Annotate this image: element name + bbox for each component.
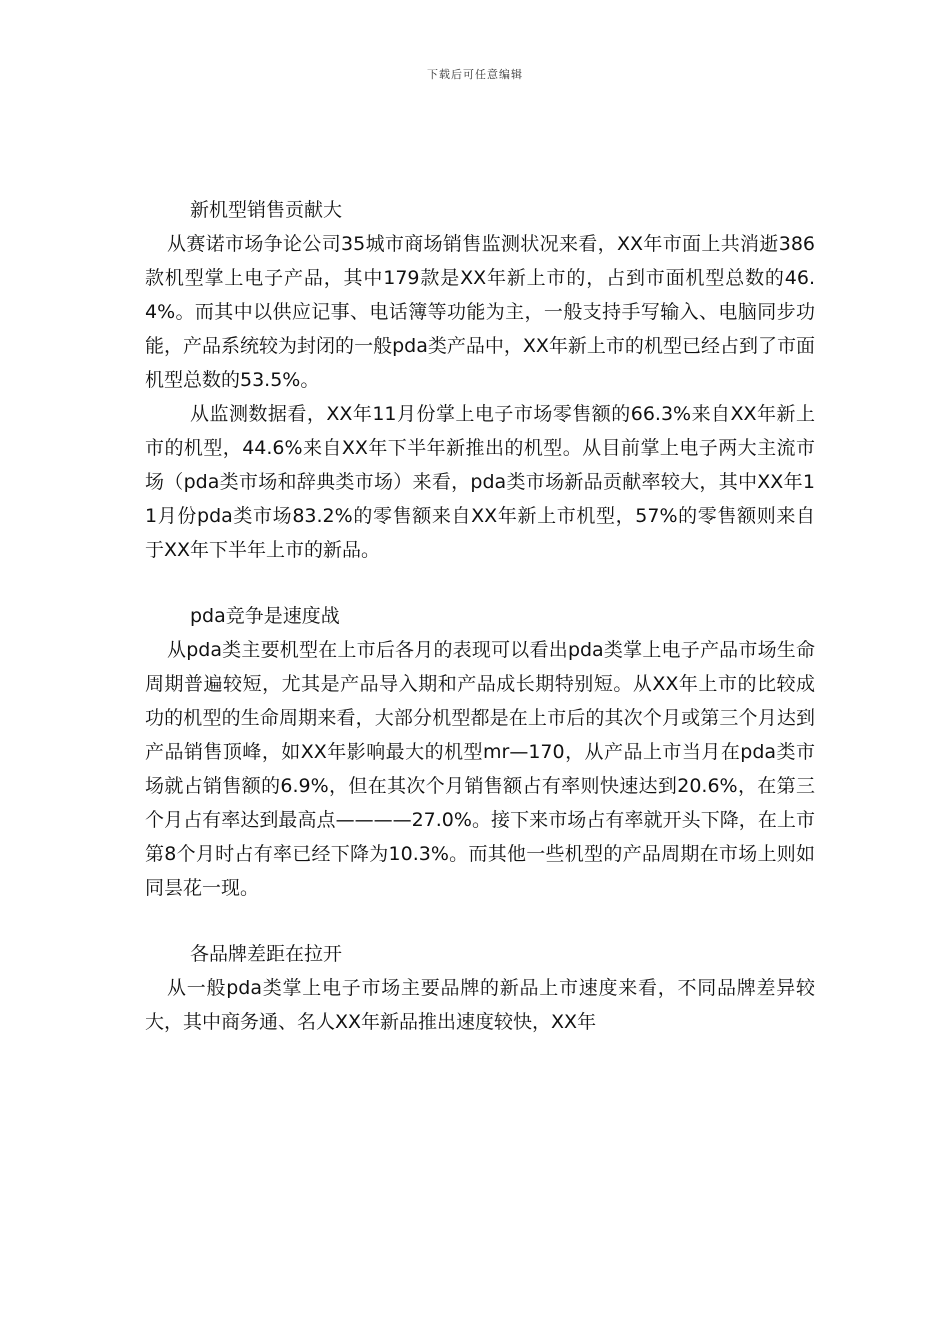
paragraph: 从一般pda类掌上电子市场主要品牌的新品上市速度来看，不同品牌差异较大，其中商务通、名人XX年新品推出速度较快，XX年 (145, 977, 815, 1033)
page-header: 下载后可任意编辑 (427, 68, 523, 81)
section-heading: pda竞争是速度战 (190, 605, 340, 627)
section-brand-gap (145, 937, 815, 1039)
section-heading: 各品牌差距在拉开 (190, 943, 343, 965)
section-new-models (145, 193, 815, 567)
section-pda-speed (145, 599, 815, 905)
section-heading: 新机型销售贡献大 (190, 199, 343, 221)
paragraph: 从监测数据看，XX年11月份掌上电子市场零售额的66.3%来自XX年新上市的机型，44.6%来自XX年下半年新推出的机型。从目前掌上电子两大主流市场（pda类市场和辞典类市场）来看，pda类市场新品贡献率较大，其中XX年11月份pda类市场83.2%的零售额来自XX年新上市机型，57%的零售额则来自于XX年下半年上市的新品。 (145, 403, 815, 561)
paragraph: 从pda类主要机型在上市后各月的表现可以看出pda类掌上电子产品市场生命周期普遍较短，尤其是产品导入期和产品成长期特别短。从XX年上市的比较成功的机型的生命周期来看，大部分机型都是在上市后的其次个月或第三个月达到产品销售顶峰，如XX年影响最大的机型mr—170，从产品上市当月在pda类市场就占销售额的6.9%，但在其次个月销售额占有率则快速达到20.6%，在第三个月占有率达到最高点————27.0%。接下来市场占有率就开头下降，在上市第8个月时占有率已经下降为10.3%。而其他一些机型的产品周期在市场上则如同昙花一现。 (145, 639, 815, 899)
paragraph: 从赛诺市场争论公司35城市商场销售监测状况来看，XX年市面上共消逝386款机型掌上电子产品，其中179款是XX年新上市的，占到市面机型总数的46.4%。而其中以供应记事、电话簿等功能为主，一般支持手写输入、电脑同步功能，产品系统较为封闭的一般pda类产品中，XX年新上市的机型已经占到了市面机型总数的53.5%。 (145, 233, 815, 391)
document-body (145, 193, 815, 1039)
